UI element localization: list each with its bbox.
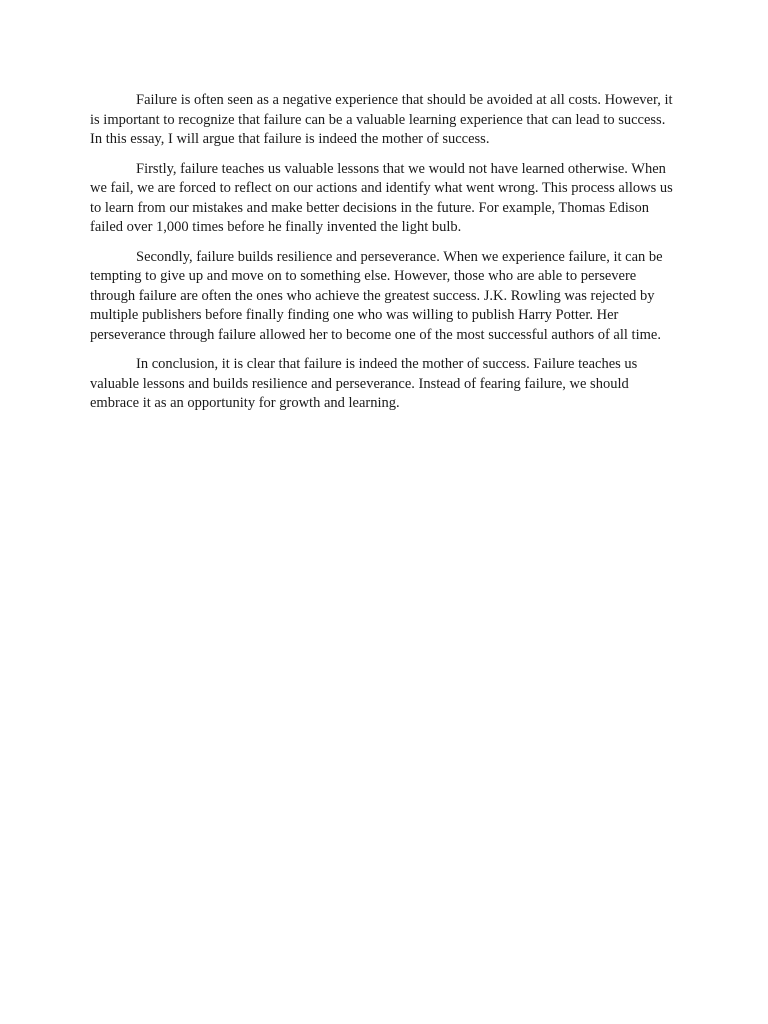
paragraph-conclusion: In conclusion, it is clear that failure is indeed the mother of success. Failure teaches us valuable lessons and builds resilience and perseverance. Instead of fearing failure, we should embrace it as an opportunity for growth and learning. xyxy=(90,356,638,411)
paragraph-introduction: Failure is often seen as a negative experience that should be avoided at all costs. However, it is important to recognize that failure can be a valuable learning experience that can lead to success. In this essay, I will argue that failure is indeed the mother of success. xyxy=(90,92,673,147)
document-page xyxy=(90,91,680,424)
paragraph-resilience: Secondly, failure builds resilience and perseverance. When we experience failure, it can be tempting to give up and move on to something else. However, those who are able to persevere through failure are often the ones who achieve the greatest success. J.K. Rowling was rejected by multiple publishers before finally finding one who was willing to publish Harry Potter. Her perseverance through failure allowed her to become one of the most successful authors of all time. xyxy=(90,248,663,343)
paragraph-lessons: Firstly, failure teaches us valuable lessons that we would not have learned otherwise. When we fail, we are forced to reflect on our actions and identify what went wrong. This process allows us to learn from our mistakes and make better decisions in the future. For example, Thomas Edison failed over 1,000 times before he finally invented the light bulb. xyxy=(90,160,673,235)
